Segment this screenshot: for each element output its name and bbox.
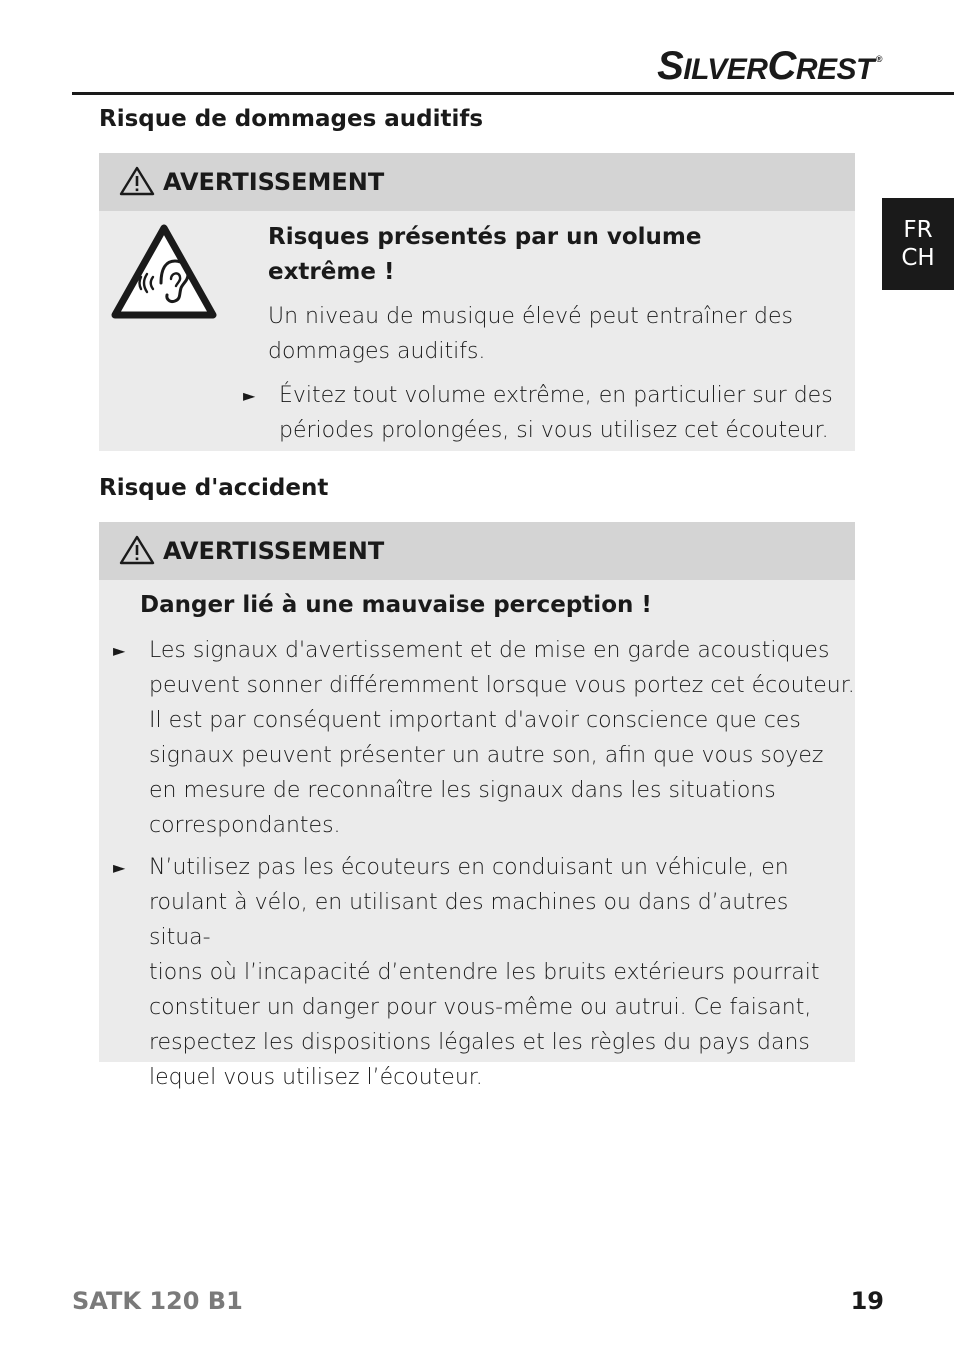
bullet-text: peuvent sonner différemment lorsque vous portez cet écouteur. — [149, 673, 855, 698]
language-tab — [882, 198, 954, 290]
logo-part: ILVER — [683, 53, 768, 86]
brand-logo — [657, 44, 882, 89]
bullet-text: lequel vous utilisez l’écouteur. — [149, 1065, 483, 1090]
logo-part: REST — [795, 53, 874, 86]
hearing-damage-warning-icon — [109, 223, 219, 321]
warning-header — [99, 522, 855, 580]
bullet-text: Il est par conséquent important d'avoir conscience que ces — [149, 708, 801, 733]
bullet-text-block — [149, 633, 855, 843]
registered-mark: ® — [875, 54, 882, 64]
header-rule — [72, 92, 954, 95]
bullet-text-block — [149, 850, 855, 1095]
warning-box-accident — [99, 522, 855, 1090]
warning-paragraph: dommages auditifs. — [268, 339, 486, 364]
logo-part: S — [657, 44, 684, 88]
bullet-arrow-icon: ► — [113, 641, 126, 660]
list-item — [113, 633, 855, 843]
warning-heading: extrême ! — [268, 259, 395, 285]
logo-part: C — [767, 44, 796, 88]
warning-heading: Risques présentés par un volume — [268, 224, 702, 250]
bullet-arrow-icon: ► — [243, 386, 256, 405]
bullet-text: Les signaux d'avertissement et de mise en garde acoustiques — [149, 638, 830, 663]
warning-label: AVERTISSEMENT — [163, 537, 385, 565]
warning-triangle-icon — [119, 166, 155, 196]
list-item — [113, 850, 855, 1095]
language-code: FR — [903, 217, 933, 243]
bullet-arrow-icon: ► — [113, 858, 126, 877]
bullet-text: correspondantes. — [149, 813, 341, 838]
bullet-text: tions où l’incapacité d’entendre les bruits extérieurs pourrait — [149, 960, 820, 985]
hearing-warning-body — [268, 220, 793, 369]
warning-box-hearing — [99, 153, 855, 451]
country-code: CH — [901, 245, 935, 271]
bullet-text: N’utilisez pas les écouteurs en conduisant un véhicule, en — [149, 855, 789, 880]
bullet-text: signaux peuvent présenter un autre son, afin que vous soyez — [149, 743, 824, 768]
model-number: SATK 120 B1 — [72, 1287, 243, 1315]
bullet-text: constituer un danger pour vous-même ou autrui. Ce faisant, — [149, 995, 812, 1020]
page-number: 19 — [850, 1287, 884, 1315]
warning-header — [99, 153, 855, 211]
bullet-text: périodes prolongées, si vous utilisez cet écouteur. — [279, 418, 829, 443]
warning-triangle-icon — [119, 535, 155, 565]
warning-heading: Danger lié à une mauvaise perception ! — [140, 592, 652, 618]
warning-paragraph: Un niveau de musique élevé peut entraîner des — [268, 304, 793, 329]
section-title-accident: Risque d'accident — [99, 475, 329, 501]
section-title-hearing: Risque de dommages auditifs — [99, 106, 484, 132]
warning-label: AVERTISSEMENT — [163, 168, 385, 196]
bullet-text: Évitez tout volume extrême, en particulier sur des — [279, 383, 833, 408]
list-item — [243, 378, 833, 448]
bullet-text: respectez les dispositions légales et les règles du pays dans — [149, 1030, 810, 1055]
bullet-text: en mesure de reconnaître les signaux dans les situations — [149, 778, 776, 803]
bullet-text: roulant à vélo, en utilisant des machines ou dans d’autres situa- — [149, 890, 789, 950]
